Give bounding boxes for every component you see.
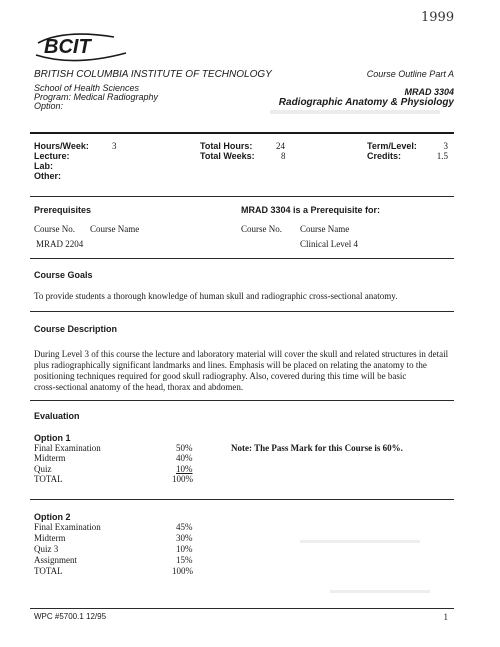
- school-name: School of Health Sciences: [34, 83, 140, 93]
- course-description-line: positioning techniques required for good skull radiography. Also, covered during this time will be basic: [34, 371, 407, 381]
- option2-row-value: 10%: [176, 544, 193, 554]
- option2-row-label: Final Examination: [34, 522, 101, 532]
- option2-row-value: 100%: [172, 566, 193, 576]
- handwritten-year-annotation: 1999: [421, 10, 455, 25]
- option1-row-label: TOTAL: [34, 474, 63, 484]
- goals-divider: [30, 311, 454, 312]
- option2-row-label: Assignment: [34, 555, 78, 565]
- total-weeks-label: Total Weeks:: [200, 151, 255, 161]
- hours-week-value: 3: [112, 141, 117, 151]
- program-name: Program: Medical Radiography: [34, 92, 159, 102]
- prereq-divider: [30, 258, 454, 259]
- lab-label: Lab:: [34, 161, 53, 171]
- description-divider: [30, 400, 454, 401]
- prereq-col-name: Course Name: [90, 224, 140, 234]
- pass-mark-note: Note: The Pass Mark for this Course is 60%.: [231, 443, 403, 453]
- course-description-line: plus radiographically significant landmarks and lines. Emphasis will be placed on relating the anatomy to the: [34, 360, 427, 370]
- bleed-through-artifact: [330, 590, 430, 593]
- option1-row-value: 40%: [176, 453, 193, 463]
- evaluation-title: Evaluation: [34, 411, 80, 421]
- credits-label: Credits:: [367, 151, 402, 161]
- option1-row-label: Final Examination: [34, 443, 101, 453]
- term-level-label: Term/Level:: [367, 141, 417, 151]
- course-description-line: cross-sectional anatomy of the head, thorax and abdomen.: [34, 382, 244, 392]
- lecture-label: Lecture:: [34, 151, 70, 161]
- total-weeks-value: 8: [281, 151, 286, 161]
- bcit-logo-text: BCIT: [44, 36, 91, 58]
- other-label: Other:: [34, 171, 61, 181]
- course-description-line: During Level 3 of this course the lecture and laboratory material will cover the skull and related structures in detail: [34, 349, 449, 359]
- footer-divider: [30, 608, 454, 609]
- option1-row-value: 100%: [172, 474, 193, 484]
- header-divider: [30, 132, 454, 134]
- option1-title: Option 1: [34, 433, 71, 443]
- form-code: WPC #5700.1 12/95: [34, 612, 107, 621]
- option2-row-value: 45%: [176, 522, 193, 532]
- option-divider: [30, 499, 454, 500]
- prereq-row-no: MRAD 2204: [36, 239, 84, 249]
- option2-row-value: 15%: [176, 555, 193, 565]
- credits-value: 1.5: [436, 151, 448, 161]
- option2-row-label: TOTAL: [34, 566, 63, 576]
- total-hours-value: 24: [276, 141, 285, 151]
- option2-row-label: Quiz 3: [34, 544, 59, 554]
- option2-title: Option 2: [34, 512, 71, 522]
- option1-row-label: Quiz: [34, 464, 52, 474]
- course-goals-title: Course Goals: [34, 270, 93, 280]
- option1-row-value: 10%: [176, 464, 193, 474]
- prereq-for-col-name: Course Name: [300, 224, 350, 234]
- hours-week-label: Hours/Week:: [34, 141, 89, 151]
- option2-row-value: 30%: [176, 533, 193, 543]
- bcit-logo: [34, 25, 130, 67]
- prereq-for-title: MRAD 3304 is a Prerequisite for:: [241, 205, 381, 215]
- course-title: Radiographic Anatomy & Physiology: [278, 97, 454, 108]
- course-description-title: Course Description: [34, 324, 118, 334]
- option1-row-value: 50%: [176, 443, 193, 453]
- option2-row-label: Midterm: [34, 533, 66, 543]
- course-goals-text: To provide students a thorough knowledge of human skull and radiographic cross-sectional anatomy.: [34, 291, 398, 301]
- option-label: Option:: [34, 101, 64, 111]
- prereq-col-no: Course No.: [34, 224, 75, 234]
- bleed-through-artifact: [300, 540, 420, 543]
- institute-name: BRITISH COLUMBIA INSTITUTE OF TECHNOLOGY: [34, 69, 272, 80]
- bleed-through-artifact: [270, 110, 440, 114]
- prerequisites-title: Prerequisites: [34, 205, 92, 215]
- prereq-for-row-name: Clinical Level 4: [300, 239, 358, 249]
- hours-divider: [30, 196, 454, 197]
- course-code: MRAD 3304: [404, 87, 454, 97]
- option1-row-label: Midterm: [34, 453, 66, 463]
- term-level-value: 3: [443, 141, 448, 151]
- document-type: Course Outline Part A: [366, 69, 454, 79]
- total-hours-label: Total Hours:: [200, 141, 253, 151]
- page-number: 1: [443, 612, 448, 622]
- prereq-for-col-no: Course No.: [241, 224, 282, 234]
